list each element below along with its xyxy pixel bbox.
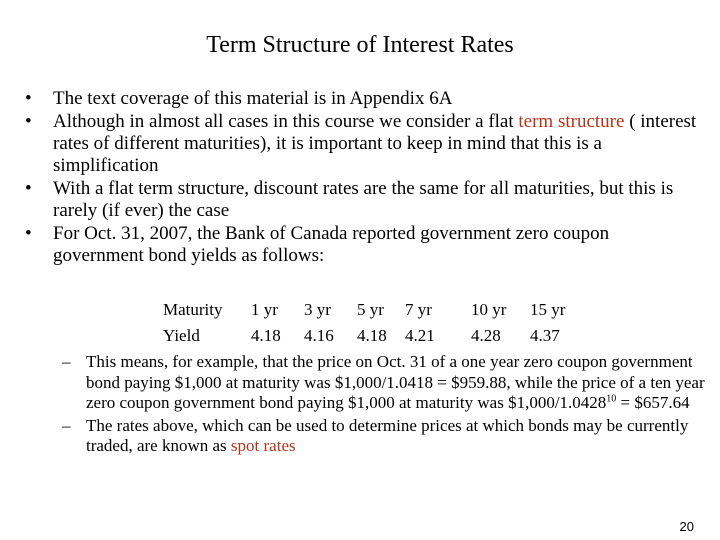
sub-bullet-item bbox=[60, 416, 708, 457]
term-structure-highlight: term structure bbox=[518, 111, 625, 132]
sub-bullet-list bbox=[60, 352, 708, 459]
bullet-text: Although in almost all cases in this course we consider a flat bbox=[53, 111, 519, 132]
bullet-item bbox=[20, 178, 700, 222]
maturity-cell: 10 yr bbox=[471, 300, 507, 319]
maturity-cell: 15 yr bbox=[530, 300, 566, 319]
bullet-text: For Oct. 31, 2007, the Bank of Canada reported government zero coupon government bond yields as follows: bbox=[53, 223, 610, 266]
bullet-marker: • bbox=[25, 88, 32, 109]
bullet-text: With a flat term structure, discount rates are the same for all maturities, but this is rarely (if ever) the case bbox=[53, 178, 674, 221]
bullet-marker: • bbox=[25, 223, 32, 244]
maturity-label: Maturity bbox=[163, 300, 223, 319]
yield-cell: 4.28 bbox=[471, 326, 501, 345]
page-number: 20 bbox=[679, 519, 694, 534]
sub-bullet-text: = $657.64 bbox=[616, 393, 690, 412]
bullet-item bbox=[20, 88, 700, 110]
sub-bullet-item bbox=[60, 352, 708, 414]
bullet-text: ( interest rates of different maturities), it is important to keep in mind that this is a simplification bbox=[53, 111, 697, 176]
yield-row bbox=[163, 323, 565, 349]
sub-bullet-marker: – bbox=[62, 352, 71, 371]
maturity-cell: 7 yr bbox=[405, 300, 432, 319]
bullet-item bbox=[20, 111, 700, 177]
bullet-list bbox=[20, 88, 700, 268]
yield-cell: 4.21 bbox=[405, 326, 435, 345]
maturity-cell: 3 yr bbox=[304, 300, 331, 319]
yield-cell: 4.18 bbox=[357, 326, 387, 345]
maturity-row bbox=[163, 297, 565, 323]
sub-bullet-text: This means, for example, that the price on Oct. 31 of a one year zero coupon government bond paying $1,000 at maturity was $1,000/1.0418 = $959.88, while the price of a ten year zero coupon government bond paying $1,000 at maturity was $1,000/1.0428 bbox=[86, 352, 705, 412]
yield-cell: 4.18 bbox=[251, 326, 281, 345]
sub-bullet-marker: – bbox=[62, 415, 71, 435]
yield-label: Yield bbox=[163, 326, 200, 345]
bullet-marker: • bbox=[25, 111, 32, 132]
yield-table bbox=[163, 297, 565, 349]
exponent: 10 bbox=[606, 393, 617, 405]
spot-rates-highlight: spot rates bbox=[230, 436, 296, 455]
maturity-cell: 1 yr bbox=[251, 300, 278, 319]
bullet-item bbox=[20, 223, 700, 267]
slide-title: Term Structure of Interest Rates bbox=[206, 32, 514, 58]
sub-bullet-text: The rates above, which can be used to determine prices at which bonds may be currently traded, are known as bbox=[86, 415, 689, 455]
bullet-text: The text coverage of this material is in Appendix 6A bbox=[53, 88, 453, 109]
yield-cell: 4.37 bbox=[530, 326, 560, 345]
maturity-cell: 5 yr bbox=[357, 300, 384, 319]
bullet-marker: • bbox=[25, 178, 32, 199]
yield-cell: 4.16 bbox=[304, 326, 334, 345]
